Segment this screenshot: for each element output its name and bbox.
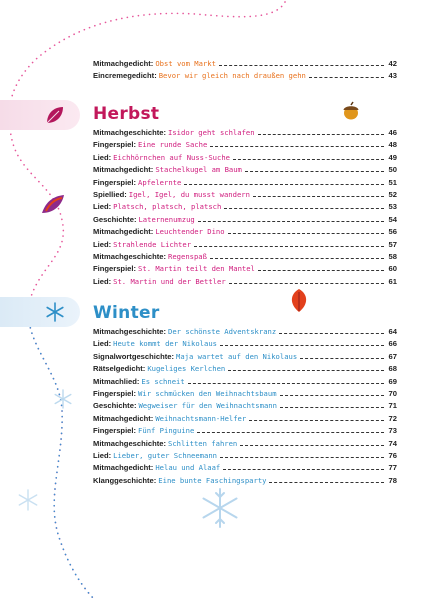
- list-item[interactable]: [93, 226, 397, 238]
- entry-type: Eincremegedicht:: [93, 71, 157, 81]
- entry-type: Fingerspiel:: [93, 388, 137, 398]
- dotted-leader: [224, 201, 384, 209]
- page-number: 42: [388, 59, 397, 68]
- page-number: 68: [388, 364, 397, 374]
- page-number: 51: [388, 177, 397, 187]
- dotted-leader: [233, 152, 384, 160]
- page-number: 71: [388, 401, 397, 411]
- list-item[interactable]: [93, 326, 397, 338]
- dotted-leader: [184, 177, 384, 185]
- leaf-icon: [44, 104, 66, 126]
- entry-type: Mitmachgedicht:: [93, 413, 154, 423]
- entry-title: Platsch, platsch, platsch: [113, 202, 222, 212]
- list-item[interactable]: [93, 70, 397, 82]
- entry-type: Lied:: [93, 276, 112, 286]
- list-item[interactable]: [93, 438, 397, 450]
- list-item[interactable]: [93, 139, 397, 151]
- list-item[interactable]: [93, 400, 397, 412]
- entry-type: Lied:: [93, 152, 112, 162]
- entry-title: St. Martin teilt den Mantel: [138, 264, 255, 274]
- section-tab-winter: [0, 297, 80, 327]
- page-number: 76: [388, 450, 397, 460]
- list-item[interactable]: [93, 164, 397, 176]
- entry-title: Bevor wir gleich nach draußen gehn: [158, 71, 306, 81]
- acorn-icon: [340, 100, 362, 122]
- page-number: 67: [388, 351, 397, 361]
- entry-title: Kugeliges Kerlchen: [147, 364, 226, 374]
- dotted-leader: [188, 376, 384, 384]
- dotted-leader: [210, 251, 384, 259]
- entry-type: Mitmachgedicht:: [93, 165, 154, 175]
- list-item[interactable]: [93, 425, 397, 437]
- entry-title: Laternenumzug: [138, 214, 195, 224]
- entry-title: Eichhörnchen auf Nuss-Suche: [113, 152, 230, 162]
- dotted-leader: [197, 425, 384, 433]
- page-number: 48: [388, 140, 397, 150]
- entry-title: St. Martin und der Bettler: [113, 276, 226, 286]
- entry-type: Lied:: [93, 450, 112, 460]
- dotted-leader: [309, 70, 384, 78]
- page-number: 60: [388, 264, 397, 274]
- entry-type: Mitmachgeschichte:: [93, 438, 167, 448]
- entry-title: Helau und Alaaf: [155, 463, 221, 473]
- page-number: 46: [388, 128, 397, 137]
- entry-type: Signalwortgeschichte:: [93, 351, 175, 361]
- list-item[interactable]: [93, 388, 397, 400]
- dotted-leader: [269, 475, 384, 483]
- entry-title: Es schneit: [141, 376, 185, 386]
- dotted-leader: [228, 226, 384, 234]
- page-number: 53: [388, 202, 397, 212]
- dotted-leader: [258, 127, 384, 135]
- dotted-leader: [253, 189, 384, 197]
- list-item[interactable]: [93, 376, 397, 388]
- entry-type: Mitmachgedicht:: [93, 463, 154, 473]
- list-item[interactable]: [93, 462, 397, 474]
- page-number: 73: [388, 426, 397, 436]
- page-number: 78: [388, 475, 397, 485]
- page-number: 57: [388, 239, 397, 249]
- page-number: 61: [388, 276, 397, 286]
- entry-title: Igel, Igel, du musst wandern: [128, 189, 250, 199]
- list-item[interactable]: [93, 363, 397, 375]
- autumn-leaf-icon: [40, 193, 66, 217]
- list-item[interactable]: [93, 152, 397, 164]
- entry-title: Maja wartet auf den Nikolaus: [176, 351, 298, 361]
- page-number: 52: [388, 189, 397, 199]
- entry-title: Isidor geht schlafen: [168, 128, 255, 137]
- entry-type: Mitmachgeschichte:: [93, 128, 167, 137]
- entry-title: Leuchtender Dino: [155, 227, 225, 237]
- entry-title: Apfelernte: [138, 177, 182, 187]
- dotted-leader: [300, 351, 384, 359]
- entry-type: Mitmachgeschichte:: [93, 327, 167, 336]
- dotted-leader: [220, 338, 384, 346]
- entry-type: Mitmachgeschichte:: [93, 251, 167, 261]
- page-number: 70: [388, 388, 397, 398]
- entry-title: Schlitten fahren: [168, 438, 238, 448]
- entry-type: Rätselgedicht:: [93, 364, 146, 374]
- entry-type: Lied:: [93, 202, 112, 212]
- entry-title: Strahlende Lichter: [113, 239, 192, 249]
- entry-title: Eine bunte Faschingsparty: [158, 475, 267, 485]
- entry-type: Geschichte:: [93, 401, 137, 411]
- toc-intro-list: [93, 58, 397, 83]
- toc-herbst-list: [93, 127, 397, 288]
- list-item[interactable]: [93, 413, 397, 425]
- entry-type: Fingerspiel:: [93, 177, 137, 187]
- entry-type: Klanggeschichte:: [93, 475, 157, 485]
- autumn-leaf-icon: [288, 288, 310, 314]
- entry-type: Spiellied:: [93, 189, 127, 199]
- dotted-leader: [279, 326, 384, 334]
- entry-type: Geschichte:: [93, 214, 137, 224]
- page-number: 54: [388, 214, 397, 224]
- list-item[interactable]: [93, 450, 397, 462]
- list-item[interactable]: [93, 251, 397, 263]
- page-number: 56: [388, 227, 397, 237]
- dotted-leader: [245, 164, 384, 172]
- entry-type: Fingerspiel:: [93, 264, 137, 274]
- dotted-leader: [280, 400, 384, 408]
- dotted-leader: [228, 363, 384, 371]
- dotted-leader: [240, 438, 384, 446]
- list-item[interactable]: [93, 58, 397, 70]
- dotted-leader: [220, 450, 384, 458]
- entry-title: Wir schmücken den Weihnachtsbaum: [138, 388, 277, 398]
- entry-type: Mitmachgedicht:: [93, 227, 154, 237]
- entry-type: Mitmachgedicht:: [93, 59, 154, 68]
- dotted-leader: [249, 413, 384, 421]
- section-heading-winter: Winter: [93, 303, 160, 323]
- page-number: 49: [388, 152, 397, 162]
- list-item[interactable]: [93, 177, 397, 189]
- page-number: 50: [388, 165, 397, 175]
- section-tab-herbst: [0, 100, 80, 130]
- page-number: 43: [388, 71, 397, 81]
- page-number: 74: [388, 438, 397, 448]
- list-item[interactable]: [93, 127, 397, 139]
- entry-type: Mitmachlied:: [93, 376, 140, 386]
- dotted-leader: [280, 388, 384, 396]
- entry-title: Lieber, guter Schneemann: [113, 450, 217, 460]
- list-item[interactable]: [93, 214, 397, 226]
- toc-winter-list: [93, 326, 397, 487]
- page-number: 72: [388, 413, 397, 423]
- snowflake-icon: [44, 301, 66, 323]
- page-number: 64: [388, 327, 397, 336]
- page-number: 58: [388, 251, 397, 261]
- dotted-leader: [258, 263, 384, 271]
- entry-type: Fingerspiel:: [93, 140, 137, 150]
- snowflake-icon: [198, 486, 242, 530]
- entry-title: Obst vom Markt: [155, 59, 216, 68]
- entry-title: Heute kommt der Nikolaus: [113, 339, 217, 349]
- list-item[interactable]: [93, 263, 397, 275]
- list-item[interactable]: [93, 276, 397, 288]
- page-number: 69: [388, 376, 397, 386]
- dotted-leader: [223, 462, 384, 470]
- entry-title: Regenspaß: [168, 251, 207, 261]
- section-heading-herbst: Herbst: [93, 104, 160, 124]
- entry-title: Stachelkugel am Baum: [155, 165, 242, 175]
- page-number: 66: [388, 339, 397, 349]
- entry-title: Weihnachtsmann-Helfer: [155, 413, 247, 423]
- entry-type: Fingerspiel:: [93, 426, 137, 436]
- page-number: 77: [388, 463, 397, 473]
- list-item[interactable]: [93, 338, 397, 350]
- dotted-leader: [210, 139, 384, 147]
- entry-type: Lied:: [93, 339, 112, 349]
- dotted-leader: [194, 239, 384, 247]
- entry-title: Der schönste Adventskranz: [168, 327, 277, 336]
- entry-title: Fünf Pinguine: [138, 426, 195, 436]
- snowflake-icon: [16, 488, 40, 512]
- list-item[interactable]: [93, 351, 397, 363]
- dotted-leader: [198, 214, 384, 222]
- list-item[interactable]: [93, 201, 397, 213]
- list-item[interactable]: [93, 189, 397, 201]
- entry-title: Wegweiser für den Weihnachtsmann: [138, 401, 277, 411]
- dotted-leader: [229, 276, 384, 284]
- entry-type: Lied:: [93, 239, 112, 249]
- snowflake-icon: [52, 388, 74, 410]
- list-item[interactable]: [93, 475, 397, 487]
- dotted-leader: [219, 58, 384, 66]
- entry-title: Eine runde Sache: [138, 140, 208, 150]
- list-item[interactable]: [93, 239, 397, 251]
